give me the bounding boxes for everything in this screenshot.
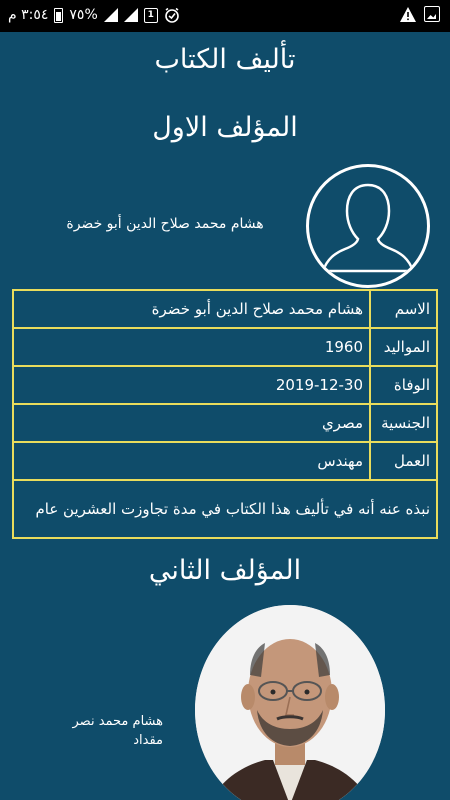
status-left bbox=[8, 7, 180, 23]
alarm-icon bbox=[164, 7, 180, 23]
row-value-birth: 1960 bbox=[13, 328, 370, 366]
table-row bbox=[13, 290, 437, 328]
row-value-death: 2019-12-30 bbox=[13, 366, 370, 404]
warning-icon bbox=[400, 7, 416, 22]
page-title: تأليف الكتاب bbox=[154, 44, 296, 75]
battery-icon bbox=[54, 8, 63, 23]
author2-portrait-image bbox=[195, 605, 385, 800]
status-bar bbox=[0, 0, 450, 32]
image-notification-icon bbox=[424, 6, 440, 22]
author1-bio: نبذه عنه أنه في تأليف هذا الكتاب في مدة تجاوزت العشرين عام bbox=[13, 480, 437, 538]
author1-heading: المؤلف الاول bbox=[152, 112, 298, 143]
author1-info-table bbox=[12, 289, 438, 539]
status-time: ٣:٥٤ م bbox=[8, 7, 49, 23]
table-row bbox=[13, 404, 437, 442]
table-row bbox=[13, 366, 437, 404]
table-row bbox=[13, 442, 437, 480]
row-value-name: هشام محمد صلاح الدين أبو خضرة bbox=[13, 290, 370, 328]
signal-icon bbox=[104, 8, 118, 22]
author1-avatar bbox=[306, 164, 430, 288]
author2-photo bbox=[195, 605, 385, 800]
author1-name: هشام محمد صلاح الدين أبو خضرة bbox=[66, 216, 264, 232]
row-label-work: العمل bbox=[370, 442, 437, 480]
row-value-work: مهندس bbox=[13, 442, 370, 480]
row-label-nationality: الجنسية bbox=[370, 404, 437, 442]
row-label-name: الاسم bbox=[370, 290, 437, 328]
sim-icon: 1 bbox=[144, 8, 158, 23]
row-label-death: الوفاة bbox=[370, 366, 437, 404]
person-silhouette-icon bbox=[309, 167, 427, 285]
table-row bbox=[13, 328, 437, 366]
signal-icon-2 bbox=[124, 8, 138, 22]
author2-heading: المؤلف الثاني bbox=[148, 555, 302, 586]
row-value-nationality: مصري bbox=[13, 404, 370, 442]
table-row bbox=[13, 480, 437, 538]
row-label-birth: المواليد bbox=[370, 328, 437, 366]
battery-percent: %٧٥ bbox=[69, 7, 98, 23]
status-right bbox=[400, 6, 440, 22]
author2-name: هشام محمد نصر مقداد bbox=[72, 714, 163, 748]
